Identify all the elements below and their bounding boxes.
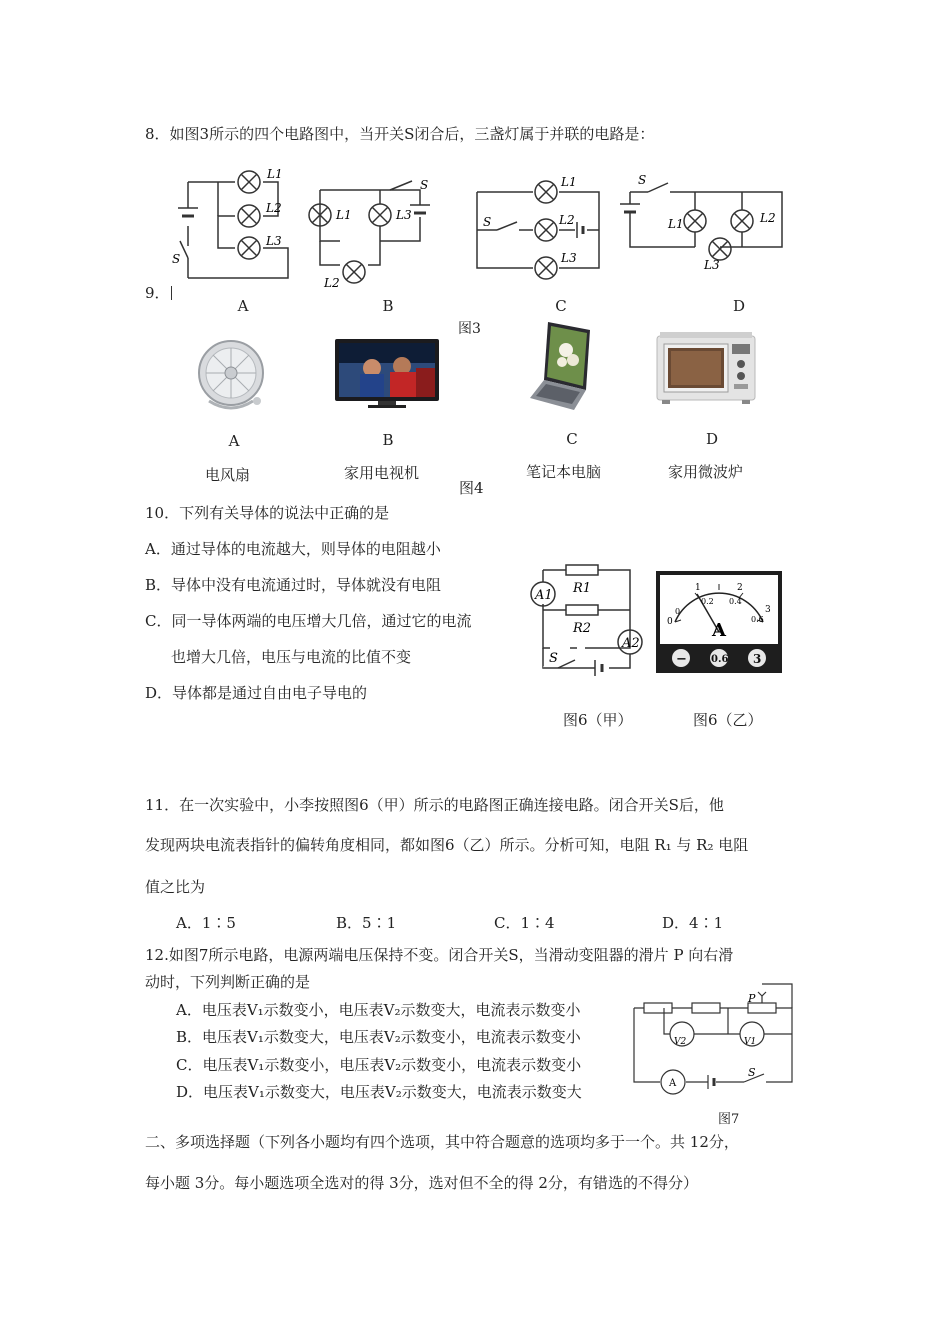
fig6-a2-label: A2: [622, 636, 640, 651]
laptop-image: [526, 320, 594, 412]
q11-option-a: A．1∶5: [176, 914, 236, 932]
circuit-d-l2: L2: [760, 211, 776, 225]
q11-option-b: B．5∶1: [336, 914, 397, 932]
figure-6a-caption: 图6（甲）: [563, 711, 633, 729]
q12-option-c: C．电压表V₁示数变小，电压表V₂示数变小，电流表示数变小: [176, 1056, 582, 1074]
fig7-v1-label: V1: [744, 1037, 757, 1047]
fig7-v2-label: V2: [674, 1037, 687, 1047]
figure-6a-circuit: [523, 560, 648, 685]
q11-line3: 值之比为: [145, 878, 206, 896]
meter-terminal-0-6: 0.6: [711, 654, 729, 665]
appliance-option-d: D: [705, 430, 719, 448]
circuit-c-diagram: [475, 172, 605, 277]
q12-option-d: D．电压表V₁示数变大，电压表V₂示数变大，电流表示数变大: [176, 1083, 582, 1101]
circuit-a-l1: L1: [267, 167, 283, 181]
q10-option-a: A．通过导体的电流越大，则导体的电阻越小: [145, 540, 441, 558]
appliance-option-b: B: [382, 431, 394, 449]
section2-line1: 二、多项选择题（下列各小题均有四个选项，其中符合题意的选项均多于一个。共 12分，: [145, 1133, 739, 1151]
q11-line1: 11．在一次实验中，小李按照图6（甲）所示的电路图正确连接电路。闭合开关S后，他: [145, 796, 724, 814]
circuit-b-l1: L1: [336, 208, 352, 222]
circuit-option-a: A: [237, 297, 249, 315]
meter-lower-0-4: 0.4: [729, 597, 742, 606]
figure-3-caption: 图3: [458, 321, 481, 337]
meter-lower-0-6: 0.6: [751, 615, 764, 624]
meter-terminal-3: 3: [753, 652, 762, 666]
text-cursor: [171, 286, 172, 300]
circuit-b-diagram: [302, 175, 450, 290]
figure-6b-caption: 图6（乙）: [693, 711, 763, 729]
circuit-b-l2: L2: [324, 276, 340, 290]
q10-option-c: C．同一导体两端的电压增大几倍，通过它的电流: [145, 612, 472, 630]
fig6-s-label: S: [549, 651, 558, 666]
fig6-r1-label: R1: [573, 581, 592, 596]
circuit-a-l3: L3: [266, 234, 282, 248]
circuit-a-l2: L2: [266, 201, 282, 215]
circuit-option-d: D: [732, 297, 746, 315]
circuit-c-l3: L3: [561, 251, 577, 265]
circuit-d-diagram: [620, 172, 788, 272]
circuit-c-l2: L2: [559, 213, 575, 227]
q11-option-d: D．4∶1: [662, 914, 724, 932]
circuit-b-s: S: [420, 178, 429, 192]
circuit-b-l3: L3: [396, 208, 412, 222]
q12-line1: 12.如图7所示电路，电源两端电压保持不变。闭合开关S，当滑动变阻器的滑片 P 向右滑: [145, 946, 734, 964]
q12-line2: 动时，下列判断正确的是: [145, 973, 311, 991]
meter-upper-1: 1: [695, 583, 701, 593]
appliance-name-tv: 家用电视机: [344, 464, 420, 482]
q8-stem: 8．如图3所示的四个电路图中，当开关S闭合后，三盏灯属于并联的电路是：: [145, 125, 655, 143]
television-image: [334, 338, 440, 410]
fig7-s-label: S: [748, 1066, 756, 1079]
fig6-a1-label: A1: [535, 588, 553, 603]
circuit-d-s: S: [638, 173, 647, 187]
microwave-image: [656, 330, 756, 406]
q12-option-a: A．电压表V₁示数变小，电压表V₂示数变大，电流表示数变小: [176, 1001, 581, 1019]
appliance-name-laptop: 笔记本电脑: [526, 463, 602, 481]
q10-option-d: D．导体都是通过自由电子导电的: [145, 684, 368, 702]
electric-fan-image: [195, 335, 267, 417]
q12-option-b: B．电压表V₁示数变大，电压表V₂示数变小，电流表示数变小: [176, 1028, 581, 1046]
q9-number: 9．: [145, 284, 170, 302]
meter-terminal-minus: −: [676, 652, 687, 667]
circuit-d-l1: L1: [668, 217, 684, 231]
appliance-name-fan: 电风扇: [205, 466, 251, 484]
circuit-a-s: S: [172, 252, 181, 266]
meter-upper-3: 3: [765, 605, 771, 615]
appliance-option-c: C: [566, 430, 578, 448]
figure-7-caption: 图7: [718, 1112, 740, 1127]
circuit-d-l3: L3: [704, 258, 720, 272]
q11-line2: 发现两块电流表指针的偏转角度相同，都如图6（乙）所示。分析可知，电阻 R₁ 与 R₂ 电阻: [145, 836, 749, 854]
circuit-c-l1: L1: [561, 175, 577, 189]
section2-line2: 每小题 3分。每小题选项全选对的得 3分，选对但不全的得 2分，有错选的不得分）: [145, 1174, 698, 1192]
fig7-p-label: P: [748, 992, 756, 1005]
meter-upper-2: 2: [737, 583, 743, 593]
meter-lower-0-2: 0.2: [701, 597, 714, 606]
figure-7-circuit: [630, 982, 800, 1092]
figure-6b-ammeter: [655, 570, 783, 674]
circuit-a-diagram: [170, 168, 295, 283]
fig7-a-label: A: [669, 1078, 677, 1089]
fig6-r2-label: R2: [573, 621, 592, 636]
circuit-option-b: B: [382, 297, 394, 315]
appliance-name-microwave: 家用微波炉: [668, 463, 744, 481]
q10-option-c-continued: 也增大几倍，电压与电流的比值不变: [171, 648, 412, 666]
circuit-c-s: S: [483, 215, 492, 229]
figure-4-caption: 图4: [459, 479, 484, 497]
circuit-option-c: C: [555, 297, 567, 315]
q10-stem: 10．下列有关导体的说法中正确的是: [145, 504, 390, 522]
q10-option-b: B．导体中没有电流通过时，导体就没有电阻: [145, 576, 442, 594]
appliance-option-a: A: [228, 432, 240, 450]
meter-lower-0: 0: [675, 607, 681, 616]
q11-option-c: C．1∶4: [494, 914, 555, 932]
meter-unit: A: [712, 620, 726, 641]
meter-upper-0: 0: [667, 617, 673, 627]
